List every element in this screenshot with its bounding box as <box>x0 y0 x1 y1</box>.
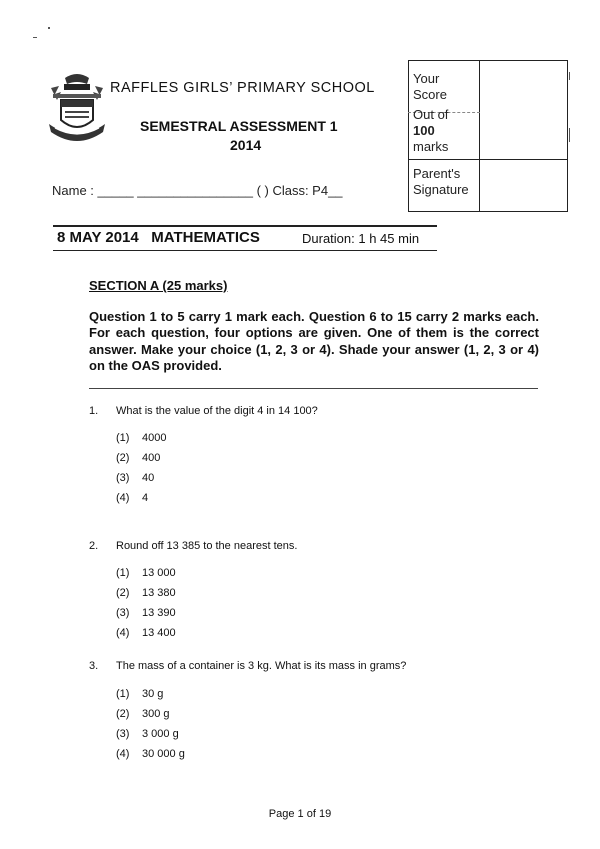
question-text: The mass of a container is 3 kg. What is its mass in grams? <box>116 660 407 672</box>
exam-date-subject: 8 MAY 2014 MATHEMATICS <box>57 229 260 246</box>
scan-mark <box>33 37 37 38</box>
question-number: 1. <box>89 405 99 417</box>
option-value: 4 <box>142 492 149 504</box>
option-number: (2) <box>116 708 130 720</box>
option-number: (2) <box>116 587 130 599</box>
section-title: SECTION A (25 marks) <box>89 278 228 293</box>
option-number: (1) <box>116 688 130 700</box>
header-rule-top <box>53 225 437 227</box>
question-number: 2. <box>89 540 99 552</box>
option-number: (3) <box>116 607 130 619</box>
marks-label: marks <box>413 139 449 154</box>
option-number: (4) <box>116 748 130 760</box>
score-box-divider <box>408 159 568 160</box>
option-number: (2) <box>116 452 130 464</box>
student-name-class-line: Name : _____ ________________ ( ) Class: P4__ <box>52 183 343 198</box>
school-name: RAFFLES GIRLS’ PRIMARY SCHOOL <box>110 80 375 96</box>
option-number: (4) <box>116 492 130 504</box>
question-text: What is the value of the digit 4 in 14 100? <box>116 405 318 417</box>
instructions-rule <box>89 388 538 389</box>
question-number: 3. <box>89 660 99 672</box>
section-instructions: Question 1 to 5 carry 1 mark each. Question 6 to 15 carry 2 marks each. For each question, four options are given. One of them is the correct answer. Make your choice (1, 2, 3 or 4). Shade your answer (1, 2, 3 or 4) on the OAS provided. <box>89 309 539 373</box>
option-number: (1) <box>116 567 130 579</box>
option-value: 13 400 <box>142 627 176 639</box>
parent-signature-label: Parent's Signature <box>413 166 469 197</box>
score-box <box>408 60 568 212</box>
option-value: 4000 <box>142 432 167 444</box>
option-value: 300 g <box>142 708 170 720</box>
option-number: (3) <box>116 728 130 740</box>
option-number: (4) <box>116 627 130 639</box>
scan-mark <box>569 128 570 142</box>
option-value: 30 g <box>142 688 164 700</box>
option-value: 13 390 <box>142 607 176 619</box>
option-value: 13 380 <box>142 587 176 599</box>
assessment-year: 2014 <box>230 137 262 153</box>
school-crest-logo <box>47 70 107 148</box>
out-of-label: Out of <box>413 107 449 122</box>
option-value: 3 000 g <box>142 728 179 740</box>
exam-duration: Duration: 1 h 45 min <box>302 231 420 246</box>
assessment-title: SEMESTRAL ASSESSMENT 1 <box>140 118 338 134</box>
option-value: 400 <box>142 452 161 464</box>
score-box-divider <box>479 60 480 212</box>
your-score-label: Your Score <box>413 71 447 102</box>
header-rule-bottom <box>53 250 437 251</box>
page-footer: Page 1 of 19 <box>268 808 332 820</box>
question-text: Round off 13 385 to the nearest tens. <box>116 540 298 552</box>
scan-mark <box>569 72 570 80</box>
total-marks-value: 100 <box>413 123 435 138</box>
option-value: 30 000 g <box>142 748 185 760</box>
option-number: (1) <box>116 432 130 444</box>
option-number: (3) <box>116 472 130 484</box>
scan-mark <box>48 27 50 29</box>
option-value: 13 000 <box>142 567 176 579</box>
option-value: 40 <box>142 472 155 484</box>
